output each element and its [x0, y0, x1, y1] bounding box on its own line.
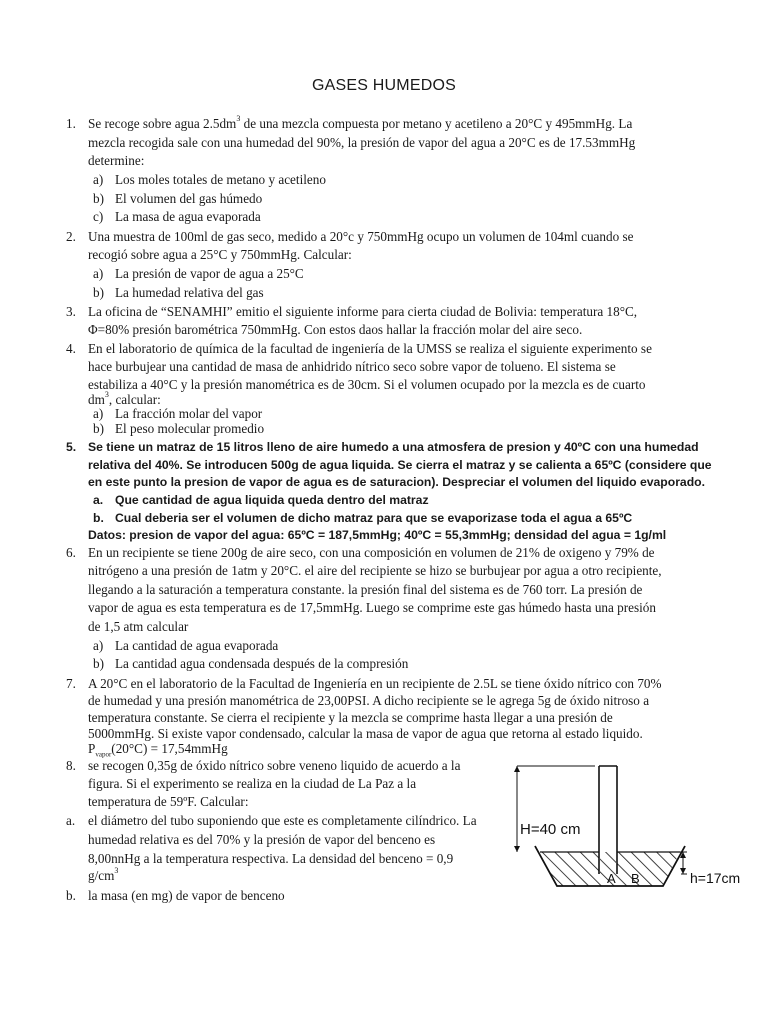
q6-item-b-label: b)	[93, 656, 104, 671]
q1-line-1: Se recoge sobre agua $2.5dm^3$ de una mezcla compuesta por metano y acetileno a 20°C y 495mmHg. La	[88, 114, 633, 131]
q2-item-a-label: a)	[93, 266, 104, 281]
h-arrow-bottom	[680, 868, 686, 874]
q6-line-4: vapor de agua es esta temperatura es de 17,5mmHg. Luego se comprime este gas húmedo hasta una presión	[88, 600, 656, 615]
q8-line-1: se recogen 0,35g de óxido nítrico sobre veneno liquido de acuerdo a la	[88, 758, 461, 773]
q4-line-1: En el laboratorio de química de la facultad de ingeniería de la UMSS se realiza el siguiente experimento se	[88, 341, 652, 356]
q4-line-3: estabiliza a 40°C y la presión manométrica es de 30cm. Si el volumen ocupado por la mezcla es de cuarto	[88, 377, 646, 392]
q8-b-text: la masa (en mg) de vapor de benceno	[88, 888, 285, 903]
q5-line-2: relativa del 40%. Se introducen 500g de agua liquida. Se cierra el matraz y se calienta a 65ºC (considere que	[88, 458, 712, 472]
q6-line-1: En un recipiente se tiene 200g de aire seco, con una composición en volumen de 21% de oxigeno y 79% de	[88, 545, 655, 560]
q3-line-1: La oficina de “SENAMHI” emitio el siguiente informe para cierta ciudad de Bolivia: temperatura 18°C,	[88, 304, 638, 319]
q6-line-3: llegando a la saturación a temperatura constante. la presión final del sistema es de 760 torr. La presión de	[88, 582, 643, 597]
q1-line-2: mezcla recogida sale con una humedad del 90%, la presión de vapor del agua a 20°C es de 17.53mmHg	[88, 135, 636, 150]
q1-item-c-label: c)	[93, 209, 104, 224]
q7-vapor-pressure: $P_{vapor}(20^\circ C)$ = 17,54mmHg	[88, 741, 228, 759]
q2-item-b: La humedad relativa del gas	[115, 285, 264, 300]
q3-line-2: Φ=80% presión barométrica 750mmHg. Con estos daos hallar la fracción molar del aire seco.	[88, 322, 583, 337]
q7-line-3: temperatura constante. Se cierra el recipiente y la mezcla se comprime hasta llegar a una presión de	[88, 710, 613, 725]
q2-item-a: La presión de vapor de agua a 25°C	[115, 266, 304, 281]
q1-item-c: La masa de agua evaporada	[115, 209, 261, 224]
q1-item-a: Los moles totales de metano y acetileno	[115, 172, 326, 187]
q4-item-b: El peso molecular promedio	[115, 421, 265, 436]
q5-item-b-label: b.	[93, 511, 104, 525]
h-label: h=17cm	[690, 870, 741, 886]
H-arrow-top	[514, 766, 520, 772]
q1-item-b: El volumen del gas húmedo	[115, 191, 263, 206]
q1-item-a-label: a)	[93, 172, 104, 187]
q7-line-2: de humedad y una presión manométrica de 23,00PSI. A dicho recipiente se le agrega 5g de óxido nitroso a	[88, 693, 650, 708]
q6-line-5: de 1,5 atm calcular	[88, 619, 189, 634]
q8-line-2: figura. Si el experimento se realiza en la ciudad de La Paz a la	[88, 776, 417, 791]
H-label: H=40 cm	[520, 821, 581, 838]
q8-b-label: b.	[66, 888, 76, 903]
q1-item-b-label: b)	[93, 191, 104, 206]
q6-number: 6.	[66, 545, 76, 560]
page-title: GASES HUMEDOS	[312, 77, 456, 94]
H-arrow-bottom	[514, 846, 520, 852]
q5-datos: Datos: presion de vapor del agua: 65ºC = 187,5mmHg; 40ºC = 55,3mmHg; densidad del agua = 1g/ml	[88, 528, 667, 542]
q4-line-4: $dm^3$, calcular:	[88, 390, 161, 407]
q5-item-a-label: a.	[93, 493, 104, 507]
q7-number: 7.	[66, 676, 76, 691]
q6-item-a-label: a)	[93, 638, 104, 653]
q6-item-b: La cantidad agua condensada después de la compresión	[115, 656, 409, 671]
point-B-label: B	[631, 871, 640, 886]
q2-item-b-label: b)	[93, 285, 104, 300]
q1-number: 1.	[66, 116, 76, 131]
q5-line-3: en este punto la presion de vapor de agua es de saturacion). Despreciar el volumen del liquido evaporado.	[88, 475, 705, 489]
q8-a-line-4: $g/cm^3$	[88, 866, 119, 883]
q6-line-2: nitrógeno a una presión de 1atm y 20°C. el aire del recipiente se hizo se burbujear por agua a otro recipiente,	[88, 563, 662, 578]
q4-item-a-label: a)	[93, 406, 104, 421]
q5-item-b: Cual deberia ser el volumen de dicho matraz para que se evaporizase toda el agua a 65ºC	[115, 511, 633, 525]
q2-line-1: Una muestra de 100ml de gas seco, medido a 20°c y 750mmHg ocupo un volumen de 104ml cuando se	[88, 229, 634, 244]
q4-number: 4.	[66, 341, 76, 356]
q7-line-1: A 20°C en el laboratorio de la Facultad de Ingeniería en un recipiente de 2.5L se tiene óxido nítrico con 70%	[88, 676, 662, 691]
q5-item-a: Que cantidad de agua liquida queda dentro del matraz	[115, 493, 429, 507]
q2-line-2: recogió sobre agua a 25°C y 750mmHg. Calcular:	[88, 247, 352, 262]
q5-number: 5.	[66, 440, 77, 454]
q7-line-4: 5000mmHg. Si existe vapor condensado, calcular la masa de vapor de agua que retorna al estado liquido.	[88, 726, 643, 741]
q4-item-a: La fracción molar del vapor	[115, 406, 263, 421]
q8-number: 8.	[66, 758, 76, 773]
q8-a-line-1: el diámetro del tubo suponiendo que este es completamente cilíndrico. La	[88, 813, 477, 828]
q3-number: 3.	[66, 304, 76, 319]
q5-line-1: Se tiene un matraz de 15 litros lleno de aire humedo a una atmosfera de presion y 40ºC con una humedad	[88, 440, 699, 454]
q1-line-3: determine:	[88, 153, 145, 168]
q8-a-line-3: 8,00nnHg a la temperatura respectiva. La densidad del benceno = 0,9	[88, 851, 454, 866]
q4-line-2: hace burbujear una cantidad de masa de anhidrido nítrico seco sobre vapor de tolueno. El sistema se	[88, 359, 616, 374]
q2-number: 2.	[66, 229, 76, 244]
q8-line-3: temperatura de 59ºF. Calcular:	[88, 794, 249, 809]
point-A-label: A	[607, 871, 616, 886]
q6-item-a: La cantidad de agua evaporada	[115, 638, 279, 653]
q8-a-line-2: humedad relativa es del 70% y la presión de vapor del benceno es	[88, 832, 436, 847]
experiment-figure	[505, 752, 750, 902]
q8-a-label: a.	[66, 813, 76, 828]
q4-item-b-label: b)	[93, 421, 104, 436]
